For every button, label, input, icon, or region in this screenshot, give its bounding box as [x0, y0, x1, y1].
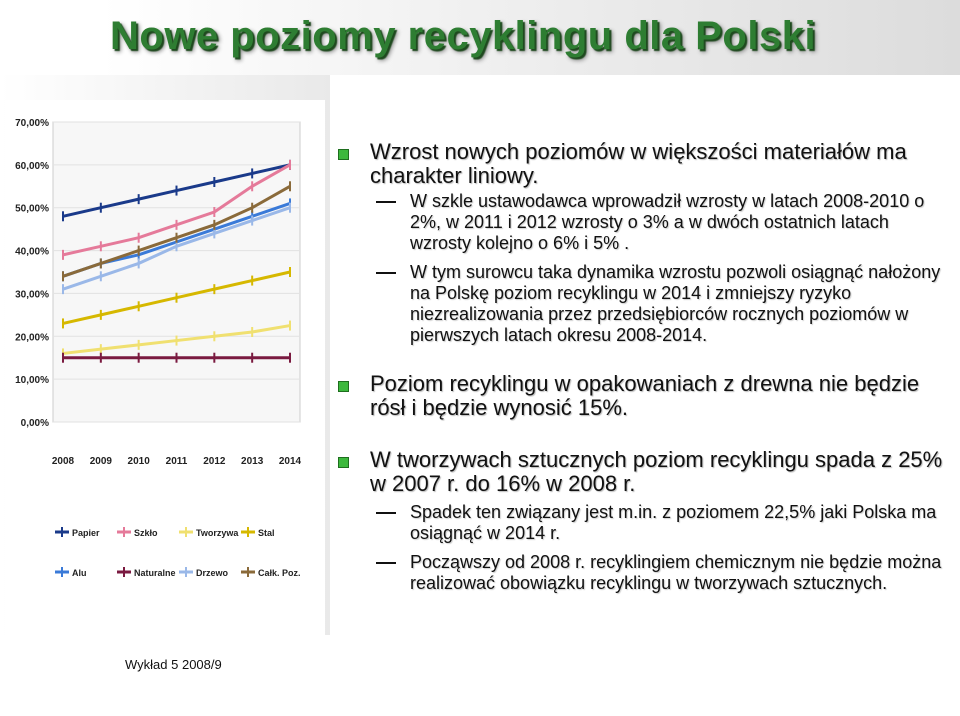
slide-title: Nowe poziomy recyklingu dla Polski — [110, 14, 817, 58]
y-tick-label: 10,00% — [15, 375, 49, 387]
y-tick-label: 30,00% — [15, 289, 49, 301]
slide-footer: Wykład 5 2008/9 — [125, 657, 222, 672]
sub-item — [330, 552, 950, 594]
bullet-text: W tworzywach sztucznych poziom recyklingu spada z 25% w 2007 r. do 16% w 2008 r. — [370, 447, 943, 496]
bullet-marker — [338, 149, 349, 160]
y-tick-label: 40,00% — [15, 246, 49, 258]
x-tick-label: 2008 — [51, 456, 75, 467]
sub-text: W szkle ustawodawca wprowadził wzrosty w latach 2008-2010 o 2%, w 2011 i 2012 wzrosty o 3% a w dwóch ostatnich latach wzrosty kolejno o 6% i 5% . — [410, 191, 925, 253]
plot-area — [53, 122, 300, 422]
bullet-marker — [338, 457, 349, 468]
y-tick-label: 70,00% — [15, 118, 49, 129]
legend-label: Stal — [258, 528, 275, 538]
sub-text: W tym surowcu taka dynamika wzrostu pozwoli osiągnąć nałożony na Polskę poziom recyklingu w 2014 i zmniejszy ryzyko niezrealizowania przez przedsiębiorców rocznych poziomów w pierwszych latach okresu 2008-2014. — [410, 262, 941, 345]
legend-label: Naturalne — [134, 568, 176, 578]
y-tick-label: 0,00% — [20, 418, 49, 429]
sub-item — [330, 191, 950, 254]
x-tick-label: 2014 — [278, 456, 302, 467]
bullet-content — [330, 140, 950, 594]
legend-label: Drzewo — [196, 568, 229, 578]
x-tick-label: 2013 — [241, 456, 264, 467]
x-tick-label: 2012 — [203, 456, 226, 467]
sub-text: Począwszy od 2008 r. recyklingiem chemicznym nie będzie można realizować obowiązku recyklingu w tworzywach sztucznych. — [410, 552, 942, 593]
legend-label: Alu — [72, 568, 87, 578]
dash-marker — [376, 512, 396, 514]
bullet-item — [330, 372, 950, 420]
bullet-item — [330, 448, 950, 496]
legend-label: Tworzywa — [196, 528, 239, 538]
bullet-marker — [338, 381, 349, 392]
dash-marker — [376, 201, 396, 203]
bullet-text: Poziom recyklingu w opakowaniach z drewna nie będzie rósł i będzie wynosić 15%. — [370, 371, 920, 420]
x-tick-label: 2011 — [165, 456, 188, 467]
x-tick-label: 2009 — [89, 456, 112, 467]
x-tick-label: 2010 — [127, 456, 150, 467]
legend-label: Szkło — [134, 528, 158, 538]
dash-marker — [376, 272, 396, 274]
legend-label: Papier — [72, 528, 100, 538]
bullet-text: Wzrost nowych poziomów w większości materiałów ma charakter liniowy. — [370, 139, 907, 188]
bullet-item — [330, 140, 950, 188]
sub-text: Spadek ten związany jest m.in. z poziomem 22,5% jaki Polska ma osiągnąć w 2014 r. — [410, 502, 937, 543]
sub-item — [330, 262, 950, 346]
recycling-chart — [5, 100, 325, 635]
y-tick-label: 20,00% — [15, 332, 49, 344]
dash-marker — [376, 562, 396, 564]
y-tick-label: 60,00% — [15, 160, 49, 172]
y-tick-label: 50,00% — [15, 203, 49, 215]
sub-item — [330, 502, 950, 544]
legend-label: Całk. Poz. — [258, 568, 301, 578]
chart-svg — [5, 100, 325, 635]
